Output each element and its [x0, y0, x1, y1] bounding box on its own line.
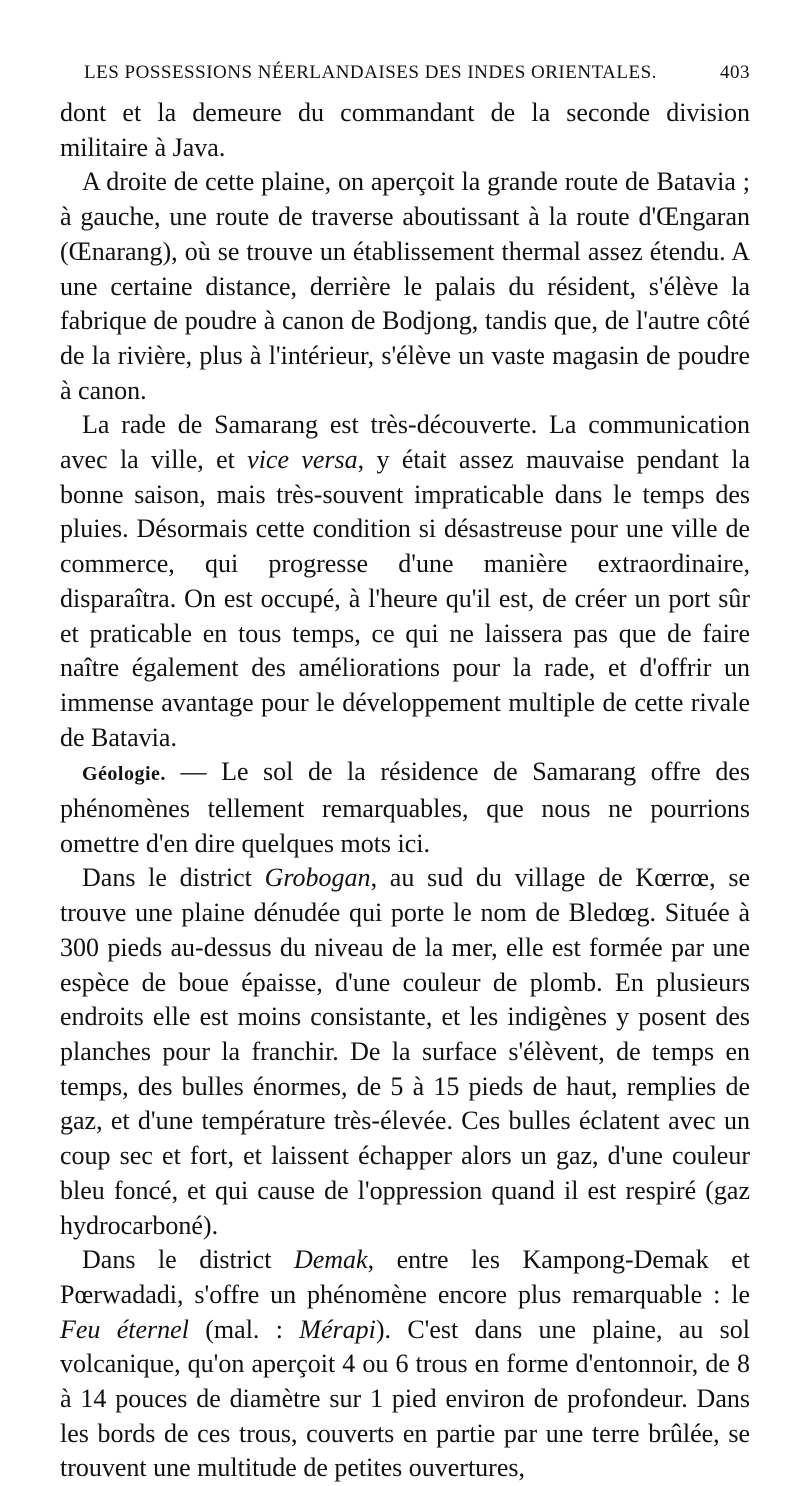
paragraph-3-text-before: La rade de Samarang est très-découverte. La communication avec la ville, et — [60, 410, 750, 475]
paragraph-4-text: — Le sol de la résidence de Samarang offre des phénomènes tellement remarquables, que nous ne pourrions omettre d'en dire quelques mots ici. — [60, 757, 750, 858]
paragraph-1 — [60, 96, 750, 165]
paragraph-2 — [60, 165, 750, 408]
paragraph-3-text-after: , y était assez mauvaise pendant la bonne saison, mais très-souvent impraticable dans le temps des pluies. Désormais cette condition si désastreuse pour une ville de commerce, qui progresse d'une manière extraordinaire, disparaîtra. On est occupé, à l'heure qu'il est, de créer un port sûr et praticable en tous temps, ce qui ne laissera pas que de faire naître également des améliorations pour la rade, et d'offrir un immense avantage pour le développement multiple de cette rivale de Batavia. — [60, 445, 750, 752]
body-text — [60, 96, 750, 1486]
paragraph-5-italic: Grobogan — [264, 863, 371, 893]
running-head-title: LES POSSESSIONS NÉERLANDAISES DES INDES ORIENTALES. — [84, 62, 657, 83]
paragraph-3-italic: vice versa — [247, 445, 358, 475]
paragraph-5 — [60, 861, 750, 1243]
paragraph-4 — [60, 755, 750, 861]
paragraph-6-text-2: , entre les Kampong-Demak et Pœrwadadi, s'offre un phénomène encore plus remarquable : le — [60, 1245, 750, 1309]
paragraph-5-text-after: , au sud du village de Kœrrœ, se trouve une plaine dénudée qui porte le nom de Bledœg. Située à 300 pieds au-dessus du niveau de la mer, elle est formée par une espèce de boue épaisse, d'une couleur de plomb. En plusieurs endroits elle est moins consistante, et les indigènes y posent des planches pour la franchir. De la surface s'élèvent, de temps en temps, des bulles énormes, de 5 à 15 pieds de haut, remplies de gaz, et d'une température très-élevée. Ces bulles éclatent avec un coup sec et fort, et laissent échapper alors un gaz, d'une couleur bleu foncé, et qui cause de l'oppression quand il est respiré (gaz hydrocarboné). — [60, 863, 750, 1240]
paragraph-3 — [60, 408, 750, 755]
paragraph-5-text-before: Dans le district — [82, 863, 265, 893]
paragraph-6-text-4: ). C'est dans une plaine, au sol volcanique, qu'on aperçoit 4 ou 6 trous en forme d'entonnoir, de 8 à 14 pouces de diamètre sur 1 pied environ de profondeur. Dans les bords de ces trous, couverts en partie par une terre brûlée, se trouvent une multitude de petites ouvertures, — [60, 1314, 750, 1483]
paragraph-6 — [60, 1243, 750, 1486]
paragraph-2-text: A droite de cette plaine, on aperçoit la grande route de Batavia ; à gauche, une route de traverse aboutissant à la route d'Œngaran (Œnarang), où se trouve un établissement thermal assez étendu. A une certaine distance, derrière le palais du résident, s'élève la fabrique de poudre à canon de Bodjong, tandis que, de l'autre côté de la rivière, plus à l'intérieur, s'élève un vaste magasin de poudre à canon. — [60, 167, 750, 405]
paragraph-6-italic-3: Mérapi — [299, 1314, 376, 1344]
paragraph-6-text-1: Dans le district — [82, 1245, 294, 1275]
section-heading-geologie: Géologie. — [82, 763, 166, 786]
page-number: 403 — [720, 62, 750, 83]
paragraph-6-italic-2: Feu éternel — [60, 1314, 189, 1344]
paragraph-1-text: dont et la demeure du commandant de la seconde division militaire à Java. — [60, 98, 750, 162]
paragraph-6-italic-1: Demak — [293, 1245, 368, 1275]
paragraph-6-text-3: (mal. : — [188, 1314, 300, 1344]
running-head — [84, 62, 750, 84]
